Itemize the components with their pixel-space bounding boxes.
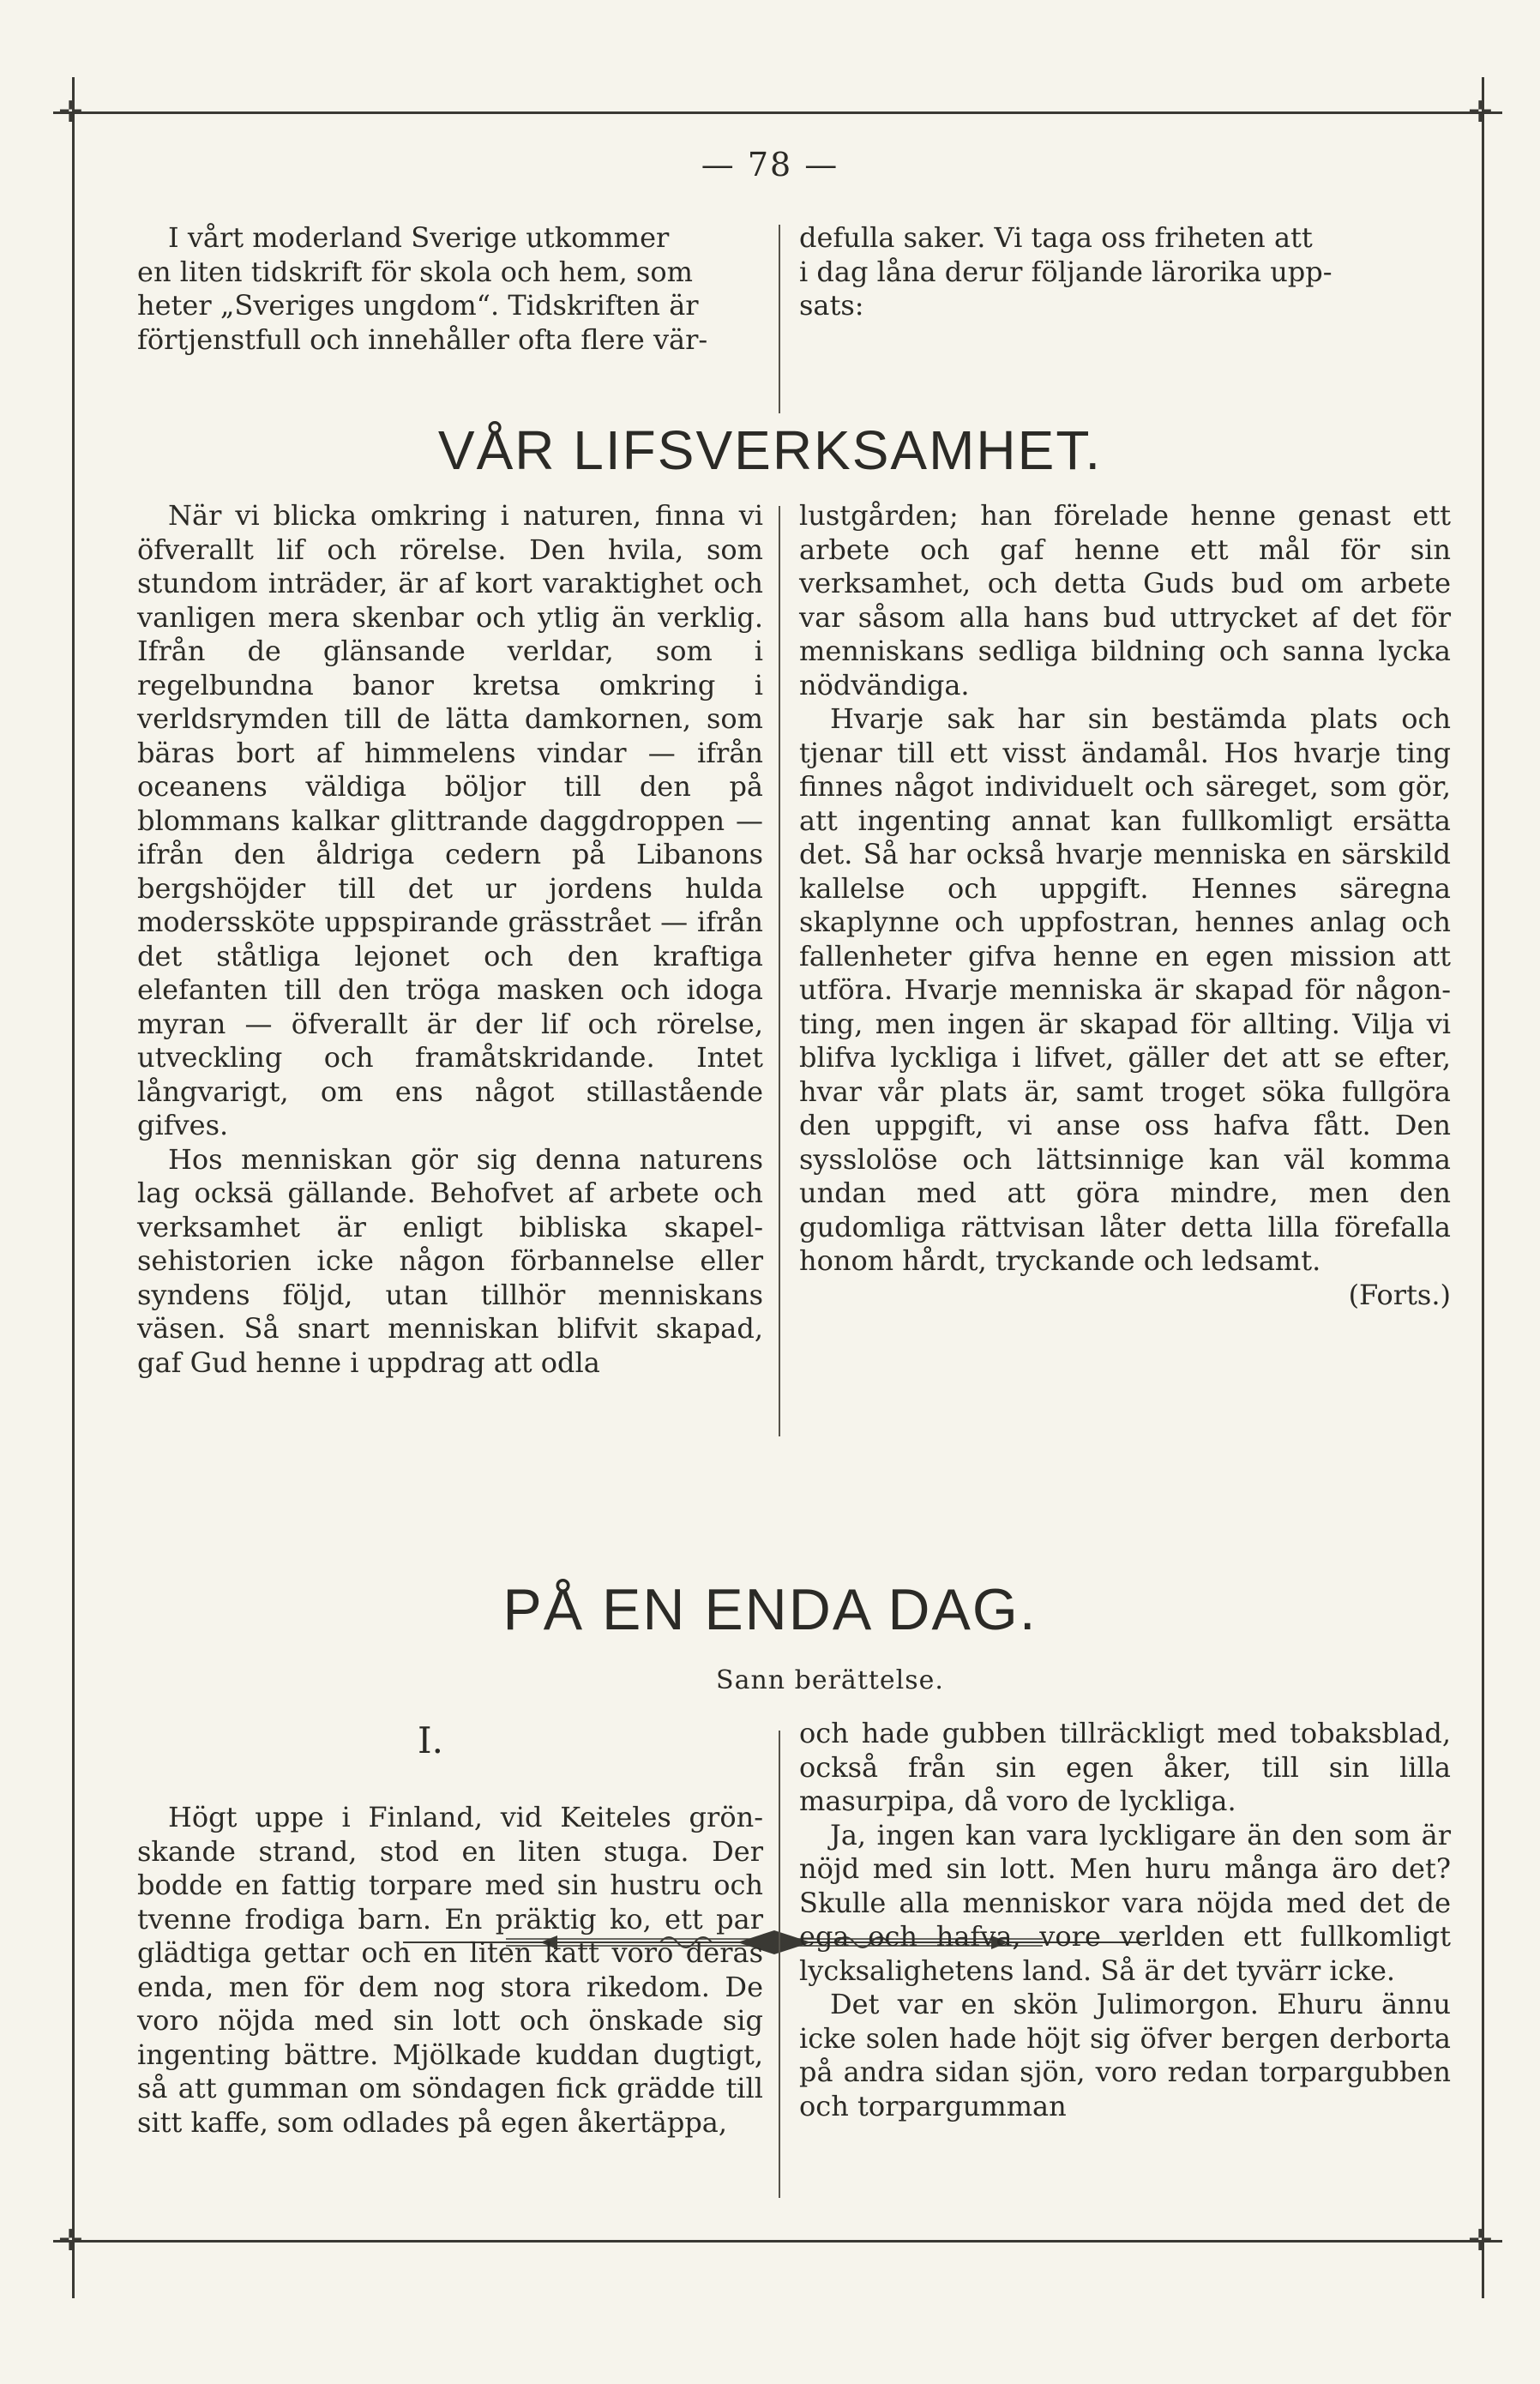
story-title: PÅ EN ENDA DAG. bbox=[502, 1577, 1038, 1642]
article1-left-column bbox=[137, 499, 763, 1380]
story-subtitle: Sann berättelse. bbox=[716, 1665, 944, 1695]
left-border-rule bbox=[72, 77, 75, 2298]
article1-right-column bbox=[799, 499, 1451, 1312]
column-divider bbox=[779, 1731, 780, 2198]
paragraph: När vi blicka omkring i naturen, finna vi öfverallt lif och rörelse. Den hvila, som stundom inträder, är af kort varaktighet och vanligen mera skenbar och ytlig än verklig. Ifrån de glänsande verldar, som i regelbundna banor kretsa omkring i verldsrymden till de lätta damkornen, som bäras bort af himmelens vindar — ifrån oceanens väldiga böljor till den på blommans kalkar glittrande daggdroppen — ifrån den åldriga cedern på Libanons bergshöjder till det ur jordens hulda moderssköte uppspirande grässtrået — ifrån det ståtliga lejonet och den kraftiga elefanten till den tröga masken och idoga myran — öfverallt är der lif och rörelse, utveckling och framåtskridande. Intet långvarigt, om ens något stillastående gifves. bbox=[137, 499, 763, 1141]
paragraph: Högt uppe i Finland, vid Keiteles grönskande strand, stod en liten stuga. Der bodde en fattig torpare med sin hustru och tvenne frodiga barn. En präktig ko, ett par glädtiga gettar och en liten katt voro deras enda, men för dem nog stora rikedom. De voro nöjda med sin lott och önskade sig ingenting bättre. Mjölkade kuddan dugtigt, så att gumman om söndagen fick grädde till sitt kaffe, som odlades på egen åkertäppa, bbox=[137, 1801, 763, 2139]
intro-line: i dag låna derur följande lärorika upp- bbox=[799, 255, 1332, 288]
bottom-border-rule bbox=[53, 2240, 1502, 2243]
paragraph: Hvarje sak har sin bestämda plats och tjenar till ett visst ändamål. Hos hvarje ting finnes något individuelt och säreget, som gör, att ingenting annat kan fullkomligt ersätta det. Så har också hvarje menniska en särskild kallelse och uppgift. Hennes säregna skaplynne och uppfostran, hennes anlag och fallenheter gifva henne en egen mission att utföra. Hvarje menniska är skapad för någonting, men ingen är skapad för allting. Vilja vi blifva lyckliga i lifvet, gäller det att se efter, hvar vår plats är, samt troget söka fullgöra den uppgift, vi anse oss hafva fått. Den sysslolöse och lättsinnige kan väl komma undan med att göra mindre, men den gudomliga rättvisan låter detta lilla förefalla honom hårdt, tryckande och ledsamt. bbox=[799, 702, 1451, 1277]
paragraph: Hos menniskan gör sig denna naturens lag ocksä gällande. Behofvet af arbete och verksamhet är enligt bibliska skapelsehistorien icke någon förbannelse eller syndens följd, utan tillhör menniskans väsen. Så snart menniskan blifvit skapad, gaf Gud henne i uppdrag att odla bbox=[137, 1142, 763, 1379]
chapter-number: I. bbox=[418, 1719, 443, 1761]
paragraph: och hade gubben tillräckligt med tobaksblad, också från sin egen åker, till sin lilla masurpipa, då voro de lyckliga. bbox=[799, 1717, 1451, 1817]
corner-cross-icon: ✛ bbox=[58, 95, 83, 129]
paragraph: Ja, ingen kan vara lyckligare än den som är nöjd med sin lott. Men huru många äro det? Skulle alla menniskor vara nöjda med det de ega och hafva, vore verlden ett fullkomligt lycksalighetens land. Så är det tyvärr icke. bbox=[799, 1818, 1451, 1987]
intro-line: defulla saker. Vi taga oss friheten att bbox=[799, 221, 1313, 254]
article-title: VÅR LIFSVERKSAMHET. bbox=[437, 419, 1103, 481]
intro-line: I vårt moderland Sverige utkommer bbox=[168, 221, 670, 254]
paragraph: Det var en skön Julimorgon. Ehuru ännu icke solen hade höjt sig öfver bergen derborta på andra sidan sjön, voro redan torpargubben och torpargumman bbox=[799, 1988, 1451, 2122]
intro-left-column bbox=[137, 221, 763, 357]
column-divider bbox=[779, 225, 780, 413]
page-number: — 78 — bbox=[701, 146, 839, 184]
right-border-rule bbox=[1482, 77, 1484, 2298]
top-border-rule bbox=[53, 111, 1502, 114]
intro-right-column bbox=[799, 221, 1451, 323]
corner-cross-icon: ✛ bbox=[1468, 2224, 1493, 2258]
intro-line: heter „Sveriges ungdom“. Tidskriften är bbox=[137, 289, 699, 322]
continued-note: (Forts.) bbox=[1348, 1278, 1451, 1311]
intro-line: sats: bbox=[799, 289, 864, 322]
paragraph: lustgården; han förelade henne genast ett arbete och gaf henne ett mål för sin verksamhet, och detta Guds bud om arbete var såsom alla hans bud uttrycket af det för menniskans sedliga bildning och sanna lycka nödvändiga. bbox=[799, 499, 1451, 701]
corner-cross-icon: ✛ bbox=[58, 2224, 83, 2258]
article2-left-column bbox=[137, 1801, 763, 2140]
article2-right-column bbox=[799, 1717, 1451, 2123]
corner-cross-icon: ✛ bbox=[1468, 95, 1493, 129]
intro-line: en liten tidskrift för skola och hem, som bbox=[137, 255, 693, 288]
column-divider bbox=[779, 506, 780, 1436]
intro-line: förtjenstfull och innehåller ofta flere vär- bbox=[137, 322, 708, 356]
